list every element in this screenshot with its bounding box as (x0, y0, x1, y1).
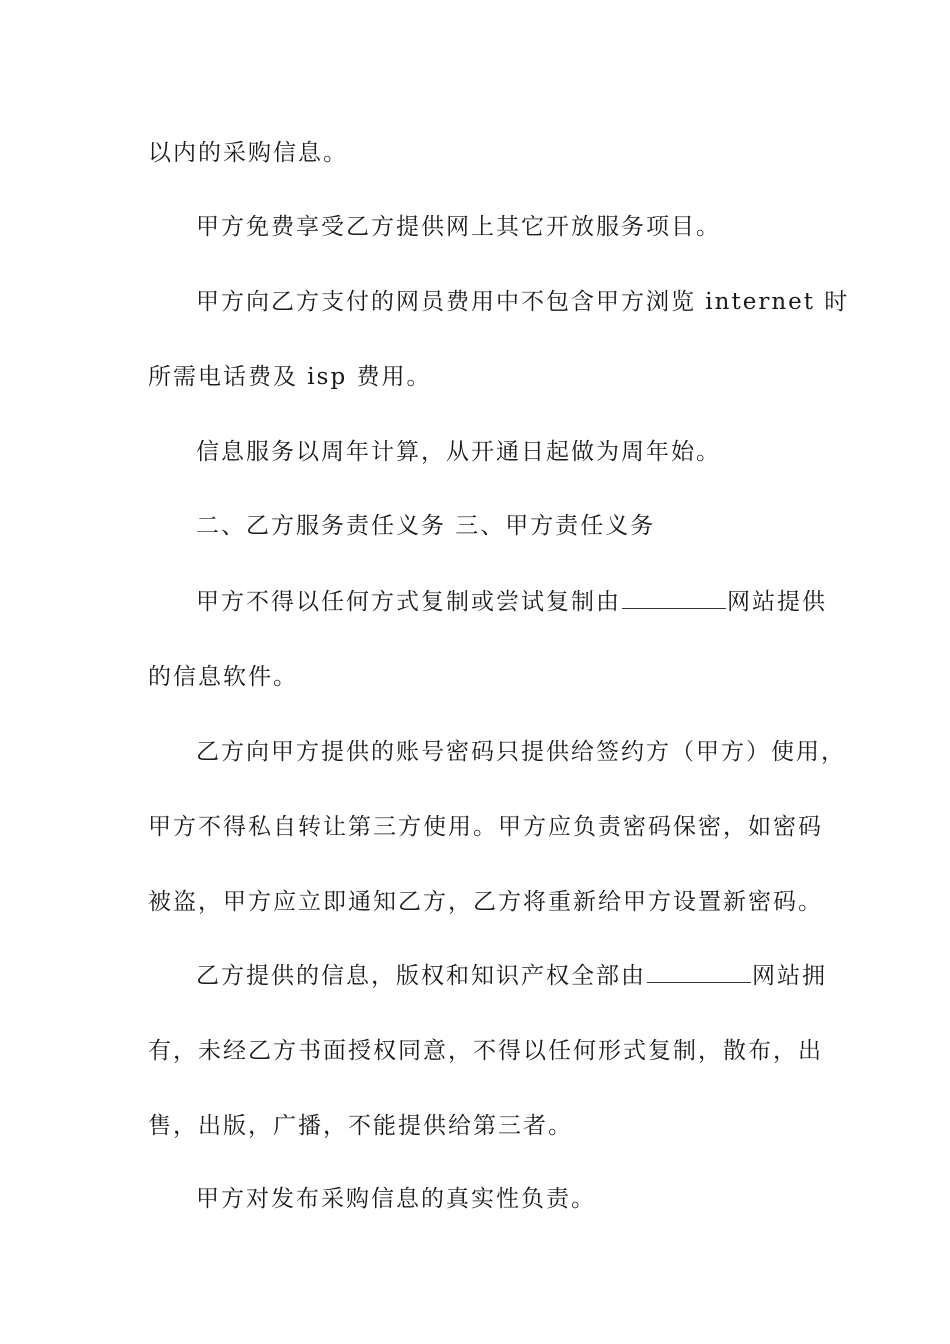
paragraph-account-password (148, 715, 846, 940)
text-segment: 网站拥 (752, 963, 827, 989)
text-line: 被盗，甲方应立即通知乙方，乙方将重新给甲方设置新密码。 (148, 889, 823, 915)
paragraph-copyright (148, 939, 828, 1164)
text-line: 以内的采购信息。 (148, 140, 348, 166)
text-segment: 乙方提供的信息，版权和知识产权全部由 (196, 963, 646, 989)
paragraph-no-copy-software (148, 565, 828, 715)
text-line: 有，未经乙方书面授权同意，不得以任何形式复制，散布，出 (148, 1038, 823, 1064)
text-segment: 网站提供 (727, 589, 827, 615)
text-line: 所需电话费及 isp 费用。 (148, 364, 432, 390)
section-heading (148, 489, 828, 564)
text-line (148, 565, 828, 640)
text-line: 甲方向乙方支付的网员费用中不包含甲方浏览 internet 时 (196, 289, 850, 315)
paragraph-purchase-info (148, 116, 828, 191)
fill-in-blank (622, 588, 726, 609)
text-line: 甲方免费享受乙方提供网上其它开放服务项目。 (196, 214, 721, 240)
text-line: 售，出版，广播，不能提供给第三者。 (148, 1113, 573, 1139)
paragraph-fee-exclusions (148, 265, 850, 415)
text-line: 甲方对发布采购信息的真实性负责。 (196, 1186, 596, 1212)
fill-in-blank (647, 962, 751, 983)
text-line: 信息服务以周年计算，从开通日起做为周年始。 (196, 439, 721, 465)
text-segment: 甲方不得以任何方式复制或尝试复制由 (196, 589, 621, 615)
text-line: 二、乙方服务责任义务 三、甲方责任义务 (196, 513, 656, 539)
paragraph-authenticity (148, 1162, 828, 1237)
text-line: 的信息软件。 (148, 664, 298, 690)
paragraph-free-services (148, 190, 828, 265)
text-line: 乙方向甲方提供的账号密码只提供给签约方（甲方）使用， (196, 739, 846, 765)
text-line (148, 939, 828, 1014)
text-line: 甲方不得私自转让第三方使用。甲方应负责密码保密，如密码 (148, 814, 823, 840)
paragraph-service-period (148, 415, 828, 490)
